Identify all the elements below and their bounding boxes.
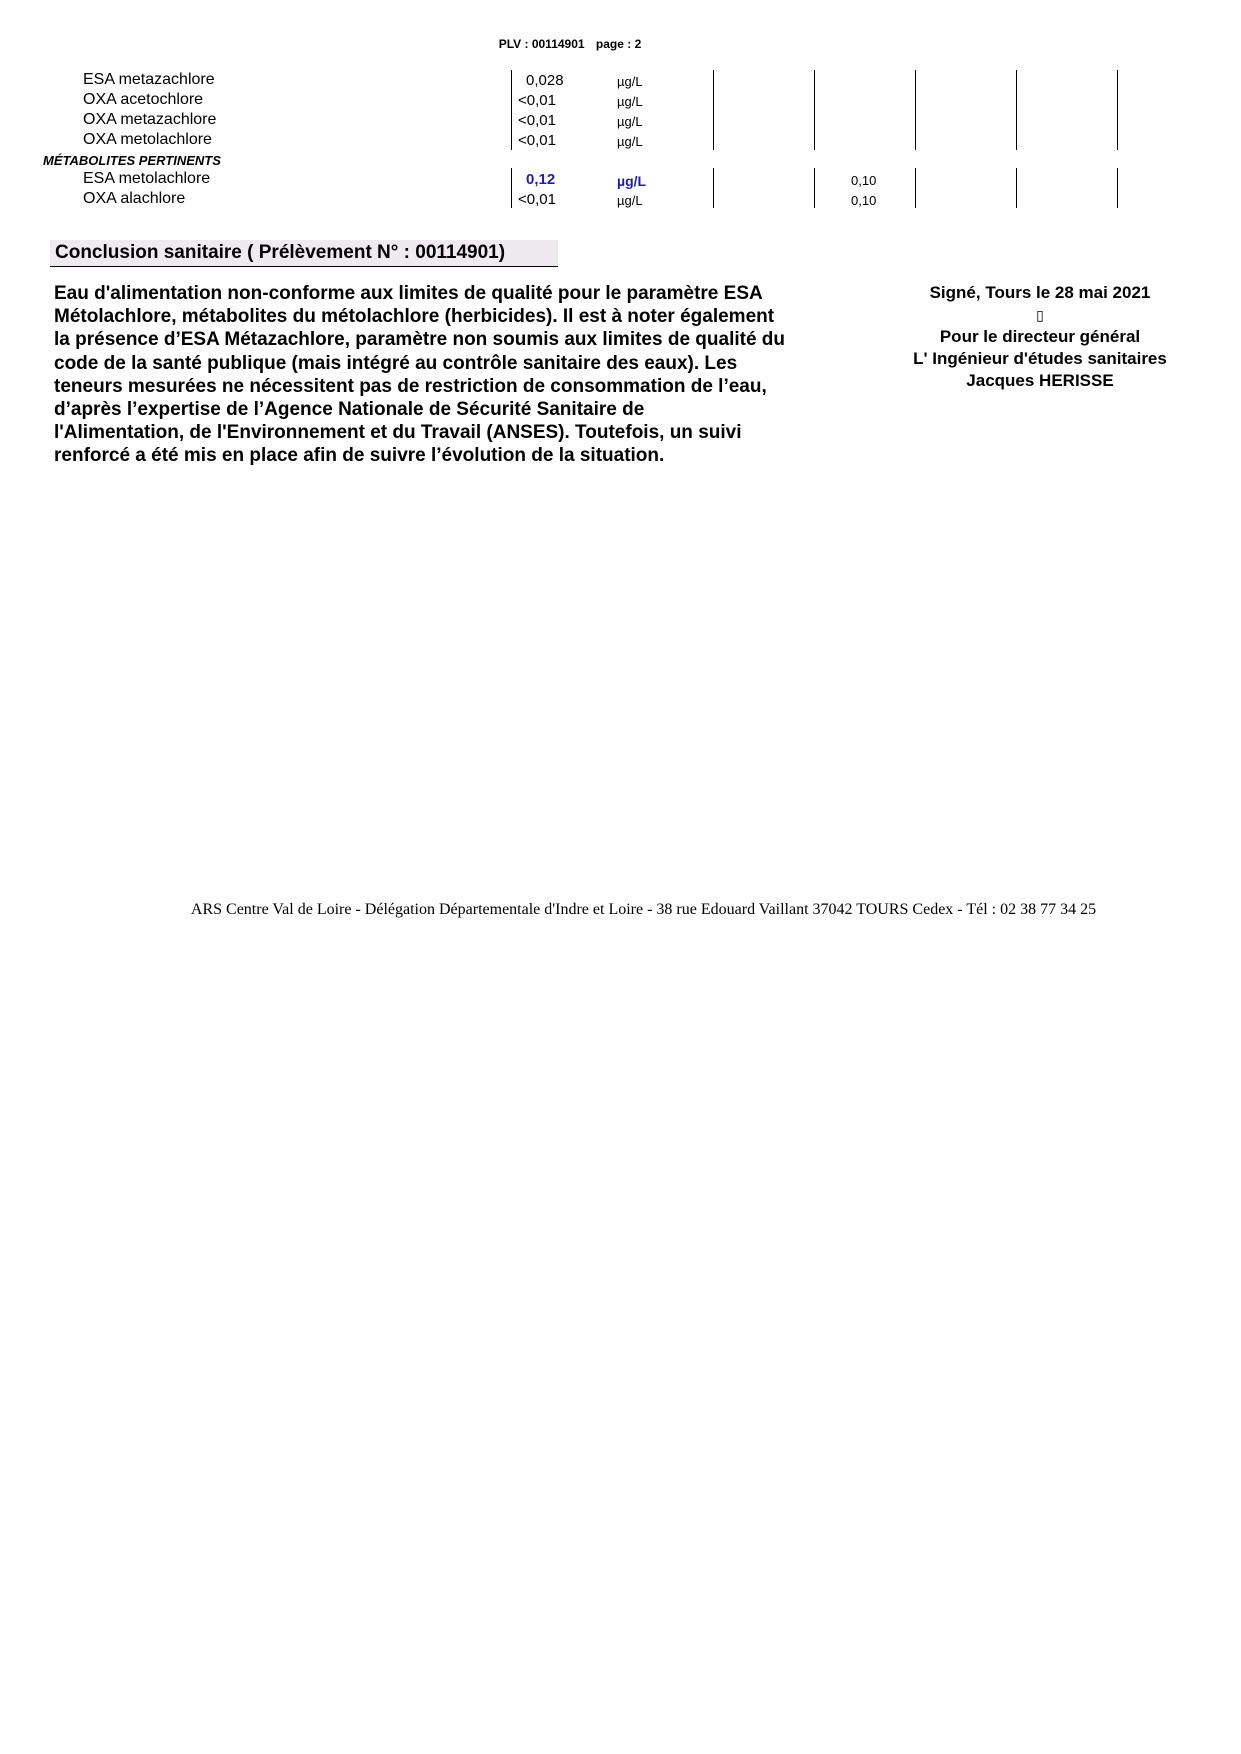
parameter-name: OXA alachlore — [83, 190, 186, 207]
table-row — [0, 91, 1241, 111]
signature-name: Jacques HERISSE — [966, 371, 1114, 390]
signature-date: Signé, Tours le 28 mai 2021 — [929, 283, 1151, 302]
conclusion-line: code de la santé publique (mais intégré au contrôle sanitaire des eaux). Les — [54, 352, 738, 374]
parameter-name: OXA acetochlore — [83, 91, 204, 108]
conclusion-line: teneurs mesurées ne nécessitent pas de restriction de consommation de l’eau, — [54, 375, 767, 397]
column-divider — [511, 168, 512, 208]
parameter-unit: µg/L — [617, 114, 643, 129]
placeholder-glyph-icon: ▯ — [1036, 307, 1044, 323]
parameter-value: <0,01 — [518, 112, 556, 129]
column-divider — [814, 70, 815, 150]
signature-block — [880, 282, 1200, 392]
parameter-unit: µg/L — [617, 94, 643, 109]
conclusion-line: l'Alimentation, de l'Environnement et du Travail (ANSES). Toutefois, un suivi — [54, 422, 742, 444]
parameter-value: <0,01 — [518, 92, 556, 109]
parameter-limit: 0,10 — [851, 193, 877, 208]
column-divider — [814, 168, 815, 208]
parameter-value: <0,01 — [518, 191, 556, 208]
table-row — [0, 131, 1241, 151]
parameter-unit: µg/L — [617, 193, 643, 208]
page-number: page : 2 — [595, 37, 642, 51]
conclusion-heading: Conclusion sanitaire ( Prélèvement N° : 00114901) — [50, 240, 558, 267]
column-divider — [511, 70, 512, 150]
table-row — [0, 170, 1241, 190]
page-footer: ARS Centre Val de Loire - Délégation Départementale d'Indre et Loire - 38 rue Edouard Vaillant 37042 TOURS Cedex - Tél : 02 38 77 34 25 — [190, 901, 1097, 918]
conclusion-line: d’après l’expertise de l’Agence Nationale de Sécurité Sanitaire de — [54, 399, 645, 421]
column-divider — [1016, 70, 1017, 150]
column-divider — [1117, 168, 1118, 208]
page-header — [0, 37, 1140, 51]
parameter-name: ESA metazachlore — [83, 71, 215, 88]
table-row — [0, 71, 1241, 91]
parameter-limit: 0,10 — [851, 173, 877, 188]
parameter-name: OXA metolachlore — [83, 131, 212, 148]
table-row — [0, 190, 1241, 210]
table-row — [0, 111, 1241, 131]
signature-title: L' Ingénieur d'études sanitaires — [913, 349, 1167, 368]
signature-role: Pour le directeur général — [939, 327, 1141, 346]
plv-number: PLV : 00114901 — [498, 37, 585, 51]
column-divider — [1016, 168, 1017, 208]
section-title: MÉTABOLITES PERTINENTS — [43, 153, 221, 168]
parameter-unit: µg/L — [617, 74, 643, 89]
parameter-value: 0,12 — [526, 171, 556, 188]
column-divider — [1117, 70, 1118, 150]
column-divider — [713, 70, 714, 150]
parameter-name: OXA metazachlore — [83, 111, 217, 128]
conclusion-text — [54, 282, 854, 472]
parameter-unit: µg/L — [617, 134, 643, 149]
parameter-name: ESA metolachlore — [83, 170, 211, 187]
parameter-unit: µg/L — [617, 173, 647, 189]
parameter-value: 0,028 — [526, 72, 564, 89]
conclusion-line: la présence d’ESA Métazachlore, paramètre non soumis aux limites de qualité du — [54, 329, 786, 351]
column-divider — [915, 168, 916, 208]
parameter-value: <0,01 — [518, 132, 556, 149]
column-divider — [713, 168, 714, 208]
conclusion-line: Eau d'alimentation non-conforme aux limites de qualité pour le paramètre ESA — [54, 283, 763, 304]
conclusion-line: Métolachlore, métabolites du métolachlore (herbicides). Il est à noter également — [54, 306, 775, 328]
column-divider — [915, 70, 916, 150]
conclusion-line: renforcé a été mis en place afin de suivre l’évolution de la situation. — [54, 445, 665, 467]
